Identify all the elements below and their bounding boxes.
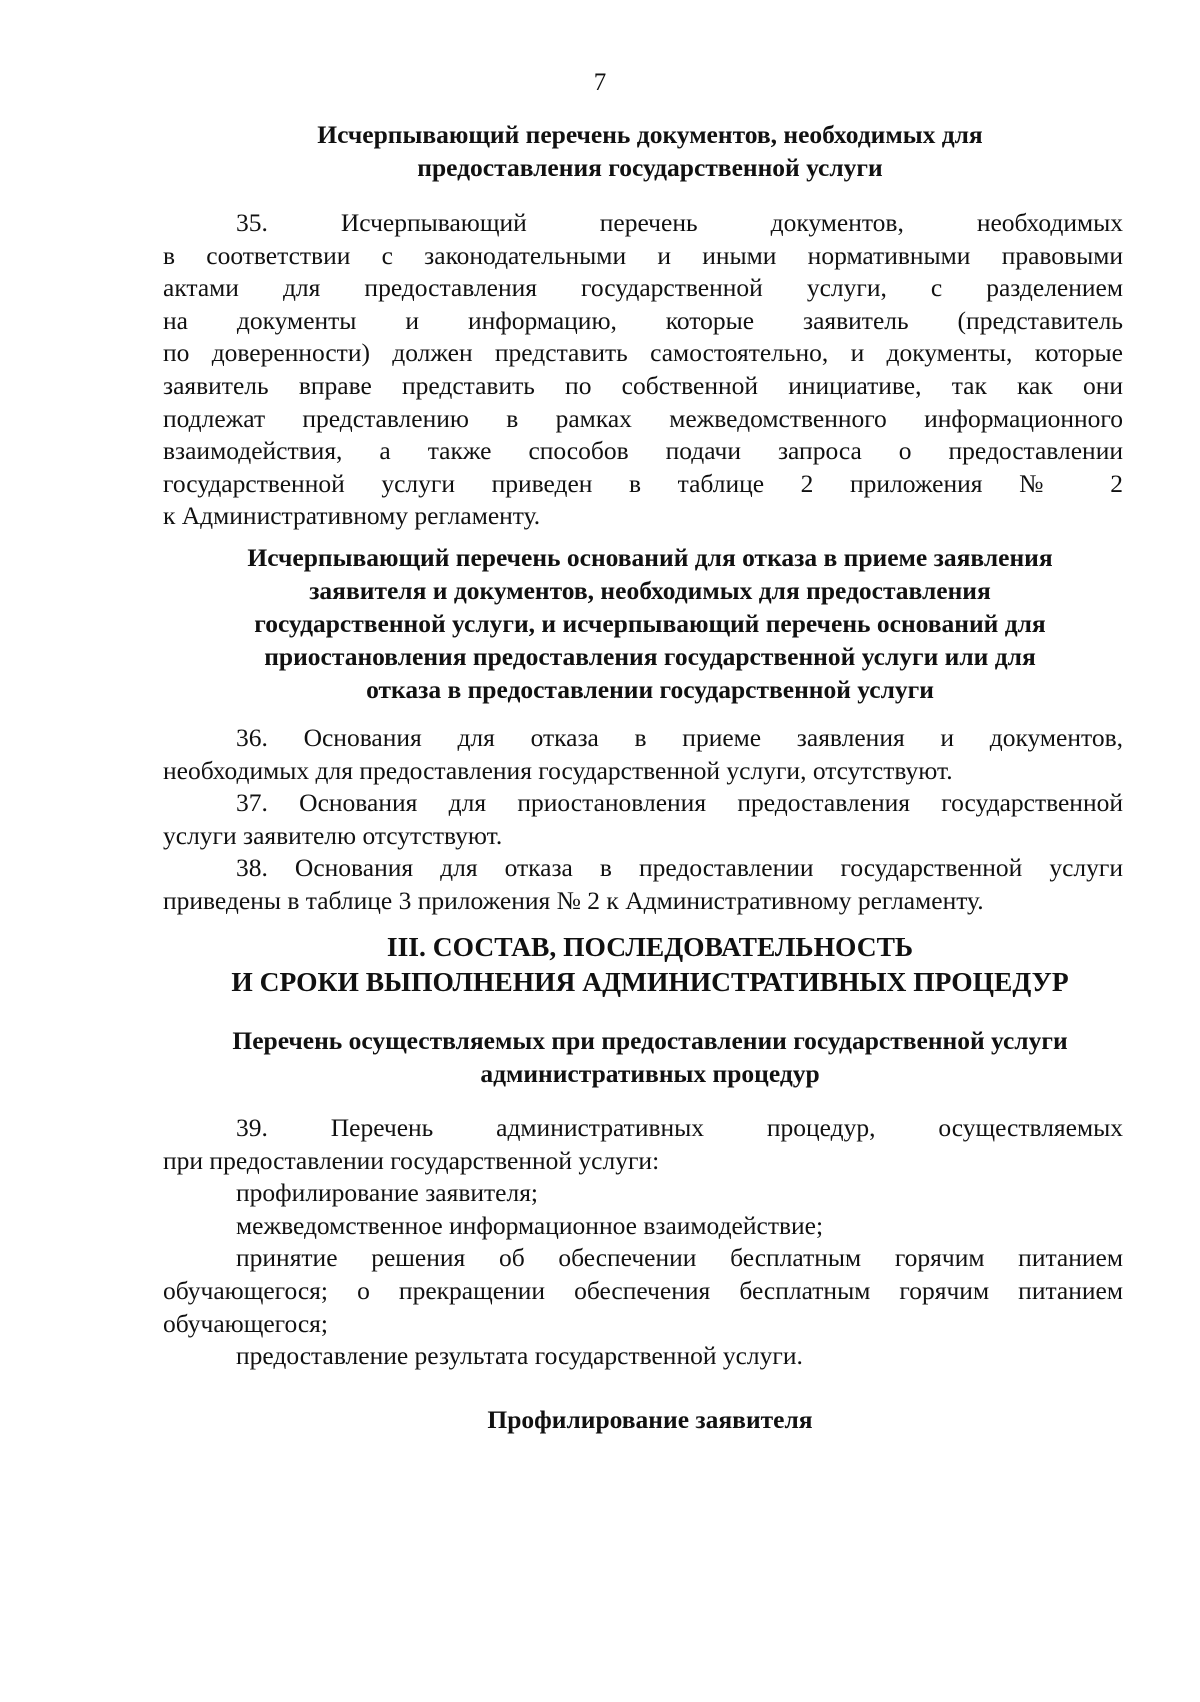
text-line: услуги заявителю отсутствуют. (163, 820, 503, 850)
heading-line: заявителя и документов, необходимых для предоставления (309, 576, 991, 605)
text-line: 39. Перечень административных процедур, осуществляемых (236, 1113, 1123, 1142)
list-item-continuation: обучающегося; (163, 1308, 328, 1338)
text-line: взаимодействия, а также способов подачи запроса о предоставлении (163, 436, 1123, 466)
section-title-line: И СРОКИ ВЫПОЛНЕНИЯ АДМИНИСТРАТИВНЫХ ПРОЦЕДУР (231, 966, 1069, 997)
heading-refusal-grounds (150, 541, 1150, 706)
list-item-continuation: обучающегося; о прекращении обеспечения бесплатным горячим питанием (163, 1275, 1123, 1305)
list-item: межведомственное информационное взаимодействие; (236, 1210, 824, 1240)
heading-line: административных процедур (480, 1059, 820, 1088)
text-line: 38. Основания для отказа в предоставлении государственной услуги (236, 853, 1123, 883)
paragraph-39 (163, 1112, 1123, 1373)
heading-procedures-list (150, 1024, 1150, 1090)
heading-line: Исчерпывающий перечень оснований для отказа в приеме заявления (247, 543, 1053, 572)
text-line: на документы и информацию, которые заявитель (представитель (163, 305, 1123, 335)
heading-line: Перечень осуществляемых при предоставлении государственной услуги (232, 1026, 1068, 1055)
text-line: в соответствии с законодательными и иными нормативными правовыми (163, 240, 1123, 270)
text-line: при предоставлении государственной услуги: (163, 1145, 660, 1175)
heading-line: Профилирование заявителя (487, 1405, 813, 1434)
heading-line: государственной услуги, и исчерпывающий перечень оснований для (254, 609, 1046, 638)
list-item: принятие решения об обеспечении бесплатным горячим питанием (236, 1243, 1123, 1273)
paragraph-35 (163, 207, 1123, 533)
text-line: 35. Исчерпывающий перечень документов, необходимых (236, 208, 1123, 237)
list-item: профилирование заявителя; (236, 1178, 539, 1208)
text-line: по доверенности) должен представить самостоятельно, и документы, которые (163, 338, 1123, 368)
heading-applicant-profiling (150, 1403, 1150, 1436)
heading-line: предоставления государственной услуги (417, 153, 883, 182)
text-line: 37. Основания для приостановления предоставления государственной (236, 788, 1123, 818)
heading-line: Исчерпывающий перечень документов, необходимых для (317, 120, 983, 149)
heading-line: отказа в предоставлении государственной услуги (366, 675, 934, 704)
section-title-line: III. СОСТАВ, ПОСЛЕДОВАТЕЛЬНОСТЬ (386, 931, 914, 962)
page-number: 7 (593, 69, 607, 96)
text-line: 36. Основания для отказа в приеме заявления и документов, (236, 723, 1123, 752)
text-line: к Административному регламенту. (163, 501, 541, 531)
heading-line: приостановления предоставления государственной услуги или для (264, 642, 1036, 671)
text-line: государственной услуги приведен в таблице 2 приложения № 2 (163, 468, 1123, 498)
heading-documents-list (175, 118, 1125, 184)
paragraphs-36-38 (163, 722, 1123, 918)
text-line: заявитель вправе представить по собственной инициативе, так как они (163, 370, 1123, 400)
text-line: актами для предоставления государственной услуги, с разделением (163, 273, 1123, 303)
text-line: приведены в таблице 3 приложения № 2 к Административному регламенту. (163, 885, 984, 915)
list-item: предоставление результата государственной услуги. (236, 1341, 803, 1371)
text-line: подлежат представлению в рамках межведомственного информационного (163, 403, 1123, 433)
section-3-title (150, 929, 1150, 999)
text-line: необходимых для предоставления государственной услуги, отсутствуют. (163, 755, 953, 785)
